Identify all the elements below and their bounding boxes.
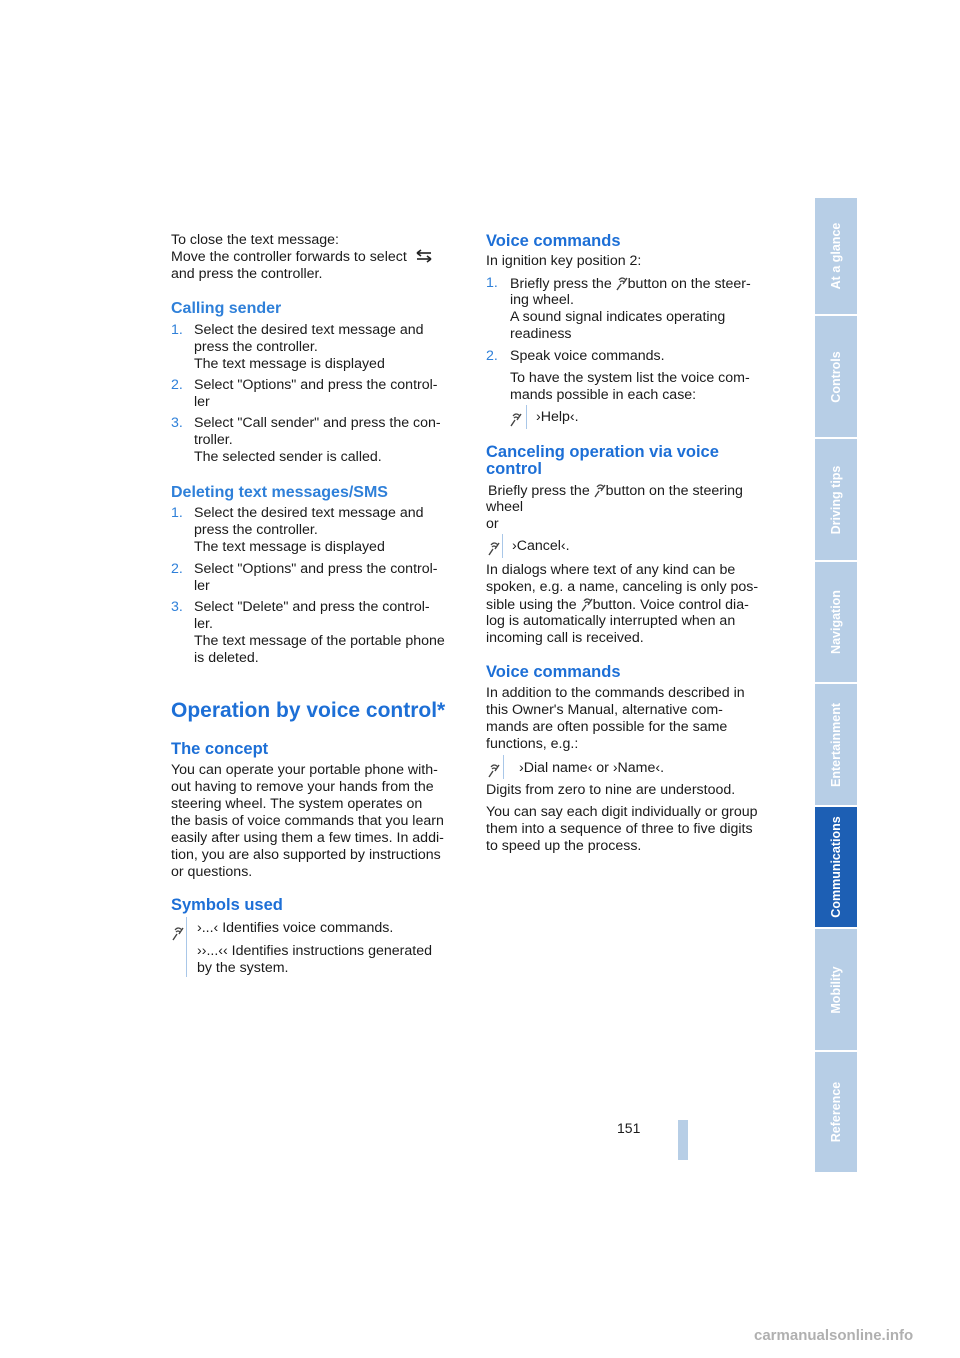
microphone-icon: [510, 411, 522, 427]
page-number: 151: [617, 1120, 641, 1136]
microphone-icon: [488, 762, 500, 778]
vc1-step1-line2: ing wheel.: [510, 292, 574, 308]
cancel-para-5: incoming call is received.: [486, 630, 644, 646]
calling-sender-heading: Calling sender: [171, 300, 282, 317]
cancel-line-1: Briefly press the button on the steering: [488, 483, 743, 499]
symbols-line-2a: ››...‹‹ Identifies instructions generated: [197, 943, 432, 959]
cancel-para-1: In dialogs where text of any kind can be: [486, 562, 736, 578]
section-tab-driving-tips[interactable]: [815, 439, 857, 562]
dial-command-box: [503, 755, 504, 779]
concept-text: You can operate your portable phone with- out having to remove your hands from the steering wheel. The system operates on the basis of voice commands that you learn easily after using them a few times. In addi- tion, you are also supported by instructions or questions.: [171, 762, 444, 880]
page-marker: [678, 1120, 688, 1160]
vc1-step1-line4: readiness: [510, 326, 572, 342]
voice-commands-heading-1: Voice commands: [486, 232, 621, 250]
section-tab-label: Communications: [829, 816, 843, 918]
vc2-intro: In addition to the commands described in this Owner's Manual, alternative com- mands are often possible for the same functions, e.g.:: [486, 685, 745, 752]
section-tabs: [815, 198, 857, 1174]
microphone-icon: [581, 596, 593, 612]
vc1-step2-line2: To have the system list the voice com-: [510, 370, 750, 386]
section-tab-controls[interactable]: [815, 316, 857, 439]
section-tab-label: Reference: [829, 1081, 843, 1143]
vc1-step2-line1: Speak voice commands.: [510, 348, 665, 364]
microphone-icon: [616, 275, 628, 291]
deleting-heading: Deleting text messages/SMS: [171, 484, 388, 501]
symbols-heading: Symbols used: [171, 896, 283, 914]
section-tab-mobility[interactable]: [815, 929, 857, 1052]
section-tab-label: Controls: [829, 350, 843, 403]
footer-watermark: carmanualsonline.info: [754, 1327, 914, 1344]
cancel-line-2: wheel: [486, 499, 524, 515]
vc1-step2-line3: mands possible in each case:: [510, 387, 697, 403]
section-tab-label: Driving tips: [829, 465, 843, 534]
microphone-icon: [488, 540, 500, 556]
cancel-para-2: spoken, e.g. a name, canceling is only pos-: [486, 579, 759, 595]
cancel-para-3: sible using the button. Voice control dia-: [486, 597, 749, 613]
cancel-command-box: [502, 534, 503, 558]
vc1-step1-line1: Briefly press the button on the steer-: [510, 276, 751, 292]
cancel-line-3: or: [486, 516, 499, 532]
vc1-step1-line3: A sound signal indicates operating: [510, 309, 726, 325]
group-digits-text: You can say each digit individually or group them into a sequence of three to five digits to speed up the process.: [486, 804, 758, 854]
section-tab-label: At a glance: [829, 222, 843, 290]
voice-control-title: Operation by voice control*: [171, 699, 446, 722]
section-tab-label: Navigation: [829, 590, 843, 654]
vc1-intro: In ignition key position 2:: [486, 253, 642, 269]
help-command-box: [526, 405, 527, 429]
microphone-icon: [594, 482, 606, 498]
intro-line-3: and press the controller.: [171, 266, 323, 282]
digits-line: Digits from zero to nine are understood.: [486, 782, 736, 798]
canceling-heading-line2: control: [486, 460, 542, 478]
section-tab-label: Entertainment: [829, 702, 843, 787]
section-tab-reference[interactable]: [815, 1052, 857, 1174]
section-tab-navigation[interactable]: [815, 562, 857, 684]
intro-line-1: To close the text message:: [171, 232, 339, 248]
cancel-command: ›Cancel‹.: [512, 538, 570, 554]
back-arrow-icon: [415, 249, 433, 263]
dial-command: ›Dial name‹ or ›Name‹.: [519, 760, 665, 776]
vc1-step1-number: 1.: [486, 275, 498, 291]
canceling-heading-line1: Canceling operation via voice: [486, 443, 719, 461]
concept-heading: The concept: [171, 740, 269, 758]
voice-commands-heading-2: Voice commands: [486, 663, 621, 681]
help-command: ›Help‹.: [536, 409, 579, 425]
cancel-para-4: log is automatically interrupted when an: [486, 613, 736, 629]
symbols-line-1: ›...‹ Identifies voice commands.: [197, 920, 394, 936]
microphone-icon: [172, 925, 184, 941]
symbols-box: [186, 917, 187, 977]
intro-line-2: Move the controller forwards to select: [171, 249, 433, 266]
symbols-line-2b: by the system.: [197, 960, 289, 976]
vc1-step2-number: 2.: [486, 348, 498, 364]
section-tab-label: Mobility: [829, 965, 843, 1014]
section-tab-communications[interactable]: [815, 807, 857, 929]
section-tab-at-a-glance[interactable]: [815, 198, 857, 316]
section-tab-entertainment[interactable]: [815, 684, 857, 807]
